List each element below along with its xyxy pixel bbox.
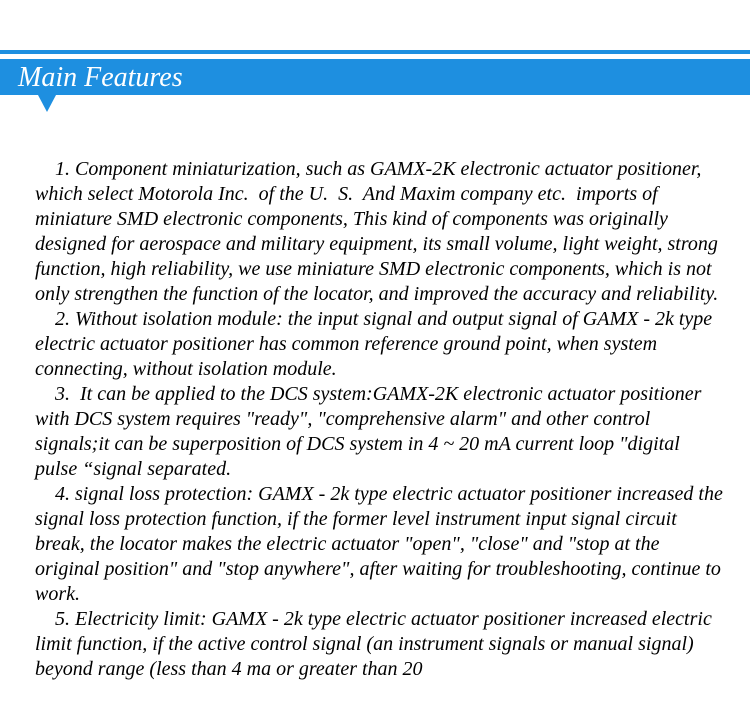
feature-item [35,307,725,382]
feature-text: Electricity limit: GAMX - 2k type electric actuator positioner increased electric limit function, if the active control signal (an instrument signals or manual signal) beyond range (less than 4 ma or greater than 20 [35,608,717,680]
features-body [35,157,728,682]
section-title: Main Features [18,62,183,93]
feature-item [35,607,725,682]
feature-text: Component miniaturization, such as GAMX-2K electronic actuator positioner, which select Motorola Inc. of the U. S. And Maxim company etc. imports of miniature SMD electronic components, This kind of components was originally designed for aerospace and military equipment, its small volume, light weight, strong function, high reliability, we use miniature SMD electronic components, which is not only strengthen the function of the locator, and improved the accuracy and reliability. [35,158,723,305]
feature-text: signal loss protection: GAMX - 2k type electric actuator positioner increased the signal loss protection function, if the former level instrument input signal circuit break, the locator makes the electric actuator "open", "close" and "stop at the original position" and "stop anywhere", after waiting for troubleshooting, continue to work. [35,483,728,605]
feature-number: 3. [55,383,70,405]
banner-pointer-icon [38,95,56,112]
feature-item [35,482,728,607]
feature-number: 2. [55,308,70,330]
feature-number: 4. [55,483,70,505]
top-divider [0,50,750,54]
feature-text: It can be applied to the DCS system:GAMX-2K electronic actuator positioner with DCS system requires "ready", "comprehensive alarm" and other control signals;it can be superposition of DCS system in 4 ~ 20 mA current loop "digital pulse “signal separated. [35,383,707,480]
section-header-banner [0,59,750,95]
feature-number: 5. [55,608,70,630]
feature-text: Without isolation module: the input signal and output signal of GAMX - 2k type electric actuator positioner has common reference ground point, when system connecting, without isolation module. [35,308,718,380]
feature-number: 1. [55,158,70,180]
feature-item [35,382,725,482]
feature-item [35,157,725,307]
